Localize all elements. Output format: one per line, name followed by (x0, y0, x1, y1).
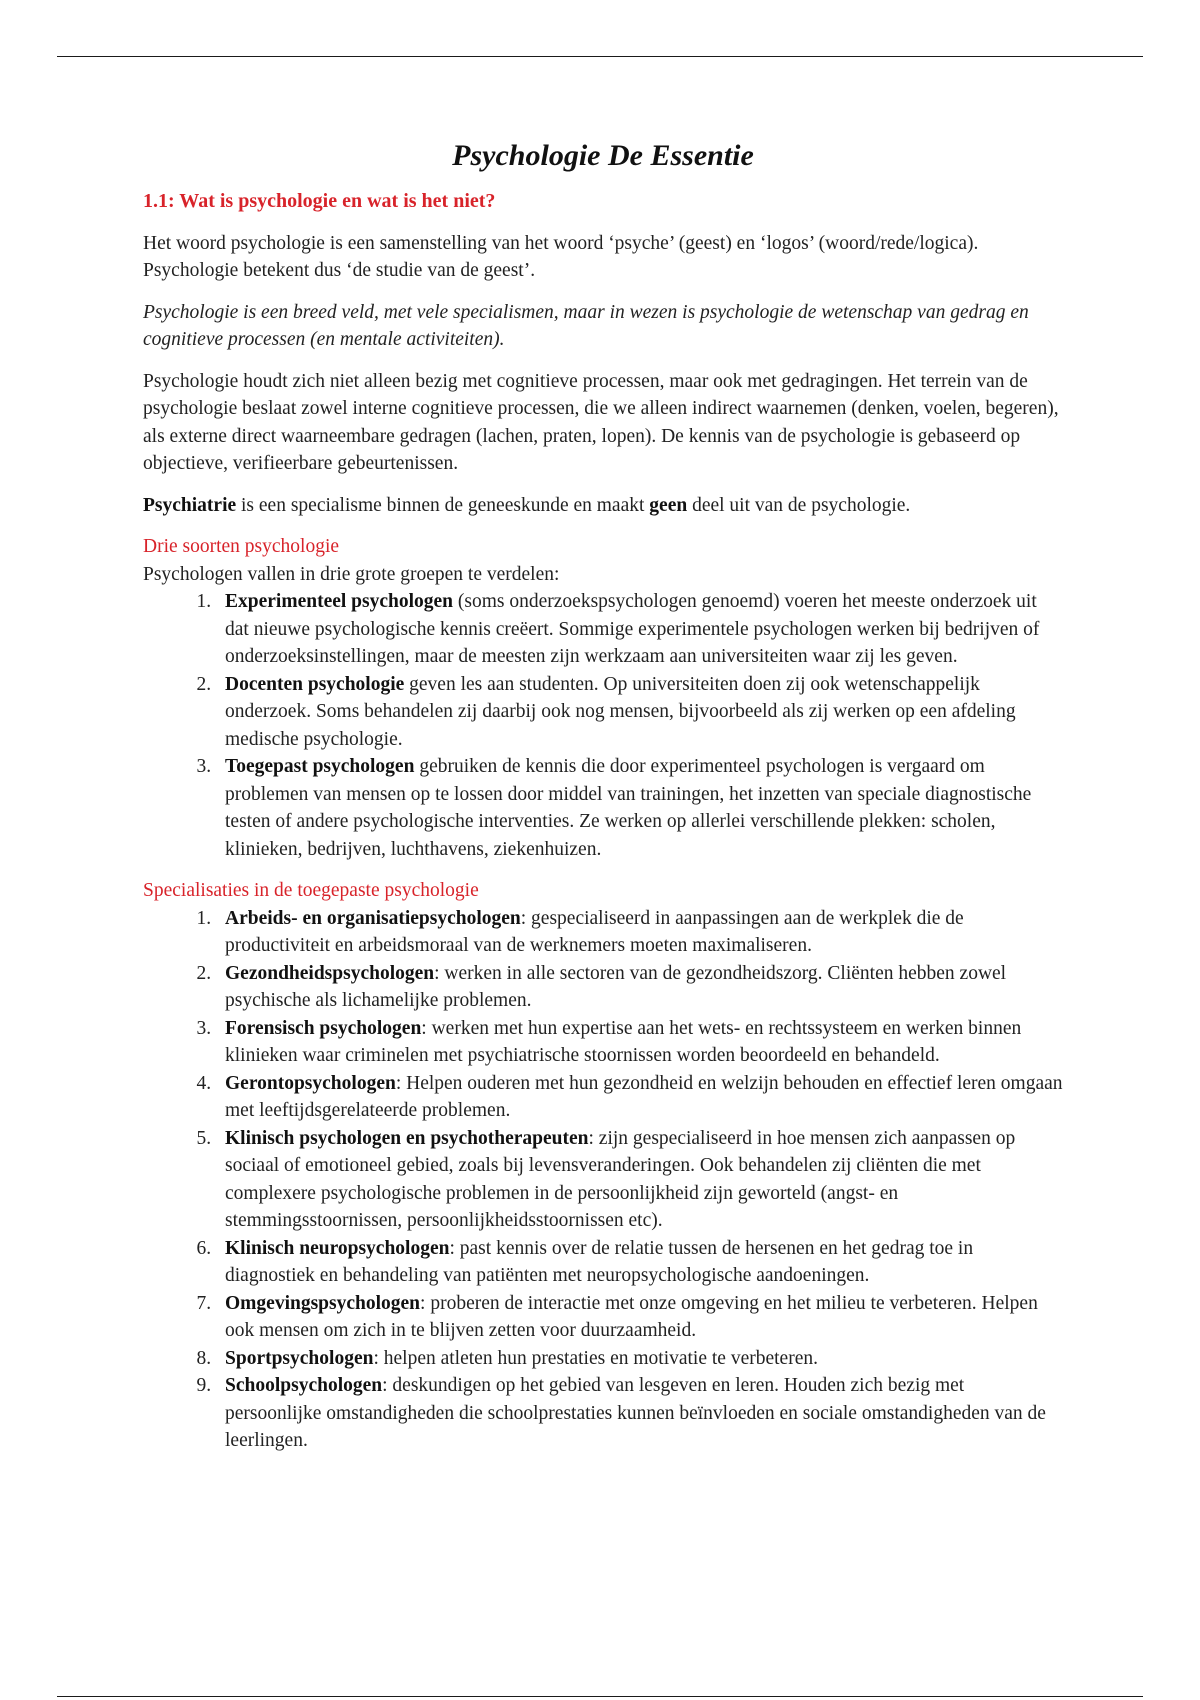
list-item: 5. Klinisch psychologen en psychotherapeuten: zijn gespecialiseerd in hoe mensen zich aanpassen op sociaal of emotioneel gebied, zoals bij levensveranderingen. Ook behandelen zij cliënten die met complexere psychologische problemen in de persoonlijkheid zijn geworteld (angst- en stemmingsstoornissen, persoonlijkheidsstoornissen etc). (216, 1125, 1063, 1235)
list-item: 4. Gerontopsychologen: Helpen ouderen met hun gezondheid en welzijn behouden en effectief leren omgaan met leeftijdsgerelateerde problemen. (216, 1070, 1063, 1125)
list-item: 7. Omgevingspsychologen: proberen de interactie met onze omgeving en het milieu te verbeteren. Helpen ook mensen om zich in te blijven zetten voor duurzaamheid. (216, 1290, 1063, 1345)
list-item: 2. Gezondheidspsychologen: werken in alle sectoren van de gezondheidszorg. Cliënten hebben zowel psychische als lichamelijke problemen. (216, 960, 1063, 1015)
list-item: 1. Arbeids- en organisatiepsychologen: gespecialiseerd in aanpassingen aan de werkplek die de productiviteit en arbeidsmoraal van de werknemers moeten maximaliseren. (216, 905, 1063, 960)
paragraph-definition-italic: Psychologie is een breed veld, met vele specialismen, maar in wezen is psychologie de wetenschap van gedrag en cognitieve processen (en mentale activiteiten). (143, 301, 1029, 350)
subheading-drie-soorten: Drie soorten psychologie (143, 536, 340, 557)
term-geen: geen (649, 494, 688, 516)
list-drie-soorten (143, 588, 1063, 863)
paragraph-cognition: Psychologie houdt zich niet alleen bezig met cognitieve processen, maar ook met gedragingen. Het terrein van de psychologie beslaat zowel interne cognitieve processen, die we alleen indirect waarnemen (denken, voelen, begeren), als externe direct waarneembare gedragen (lachen, praten, lopen). De kennis van de psychologie is gebaseerd op objectieve, verifieerbare gebeurtenissen. (143, 370, 1059, 474)
paragraph-psychiatrie: Psychiatrie is een specialisme binnen de geneeskunde en maakt geen deel uit van de psychologie. (143, 494, 911, 516)
document-title: Psychologie De Essentie (452, 139, 754, 172)
paragraph-definition: Het woord psychologie is een samenstelling van het woord ‘psyche’ (geest) en ‘logos’ (woord/rede/logica). Psychologie betekent dus ‘de studie van de geest’. (143, 232, 979, 281)
list-item: 6. Klinisch neuropsychologen: past kennis over de relatie tussen de hersenen en het gedrag toe in diagnostiek en behandeling van patiënten met neuropsychologische aandoeningen. (216, 1235, 1063, 1290)
section-heading: 1.1: Wat is psychologie en wat is het niet? (143, 190, 496, 212)
list-specialisaties (143, 905, 1063, 1455)
subheading-specialisaties: Specialisaties in de toegepaste psychologie (143, 880, 479, 901)
list-item: 3. Toegepast psychologen gebruiken de kennis die door experimenteel psychologen is vergaard om problemen van mensen op te lossen door middel van trainingen, het inzetten van speciale diagnostische testen of andere psychologische interventies. Ze werken op allerlei verschillende plekken: scholen, klinieken, bedrijven, luchthavens, ziekenhuizen. (216, 753, 1063, 863)
list-item: 3. Forensisch psychologen: werken met hun expertise aan het wets- en rechtssysteem en werken binnen klinieken waar criminelen met psychiatrische stoornissen worden beoordeeld en behandeld. (216, 1015, 1063, 1070)
list-item: 9. Schoolpsychologen: deskundigen op het gebied van lesgeven en leren. Houden zich bezig met persoonlijke omstandigheden die schoolprestaties kunnen beïnvloeden en sociale omstandigheden van de leerlingen. (216, 1372, 1063, 1455)
drie-lead: Psychologen vallen in drie grote groepen te verdelen: (143, 563, 560, 585)
list-item: 1. Experimenteel psychologen (soms onderzoekspsychologen genoemd) voeren het meeste onderzoek uit dat nieuwe psychologische kennis creëert. Sommige experimentele psychologen werken bij bedrijven of onderzoeksinstellingen, maar de meesten zijn werkzaam aan universiteiten waar zij les geven. (216, 588, 1063, 671)
header-rule (57, 56, 1143, 57)
document-page (143, 136, 1063, 1461)
term-psychiatrie: Psychiatrie (143, 494, 237, 516)
list-item: 8. Sportpsychologen: helpen atleten hun prestaties en motivatie te verbeteren. (216, 1345, 1063, 1373)
footer-rule (57, 1696, 1143, 1697)
list-item: 2. Docenten psychologie geven les aan studenten. Op universiteiten doen zij ook wetenschappelijk onderzoek. Soms behandelen zij daarbij ook nog mensen, bijvoorbeeld als zij werken op een afdeling medische psychologie. (216, 671, 1063, 754)
